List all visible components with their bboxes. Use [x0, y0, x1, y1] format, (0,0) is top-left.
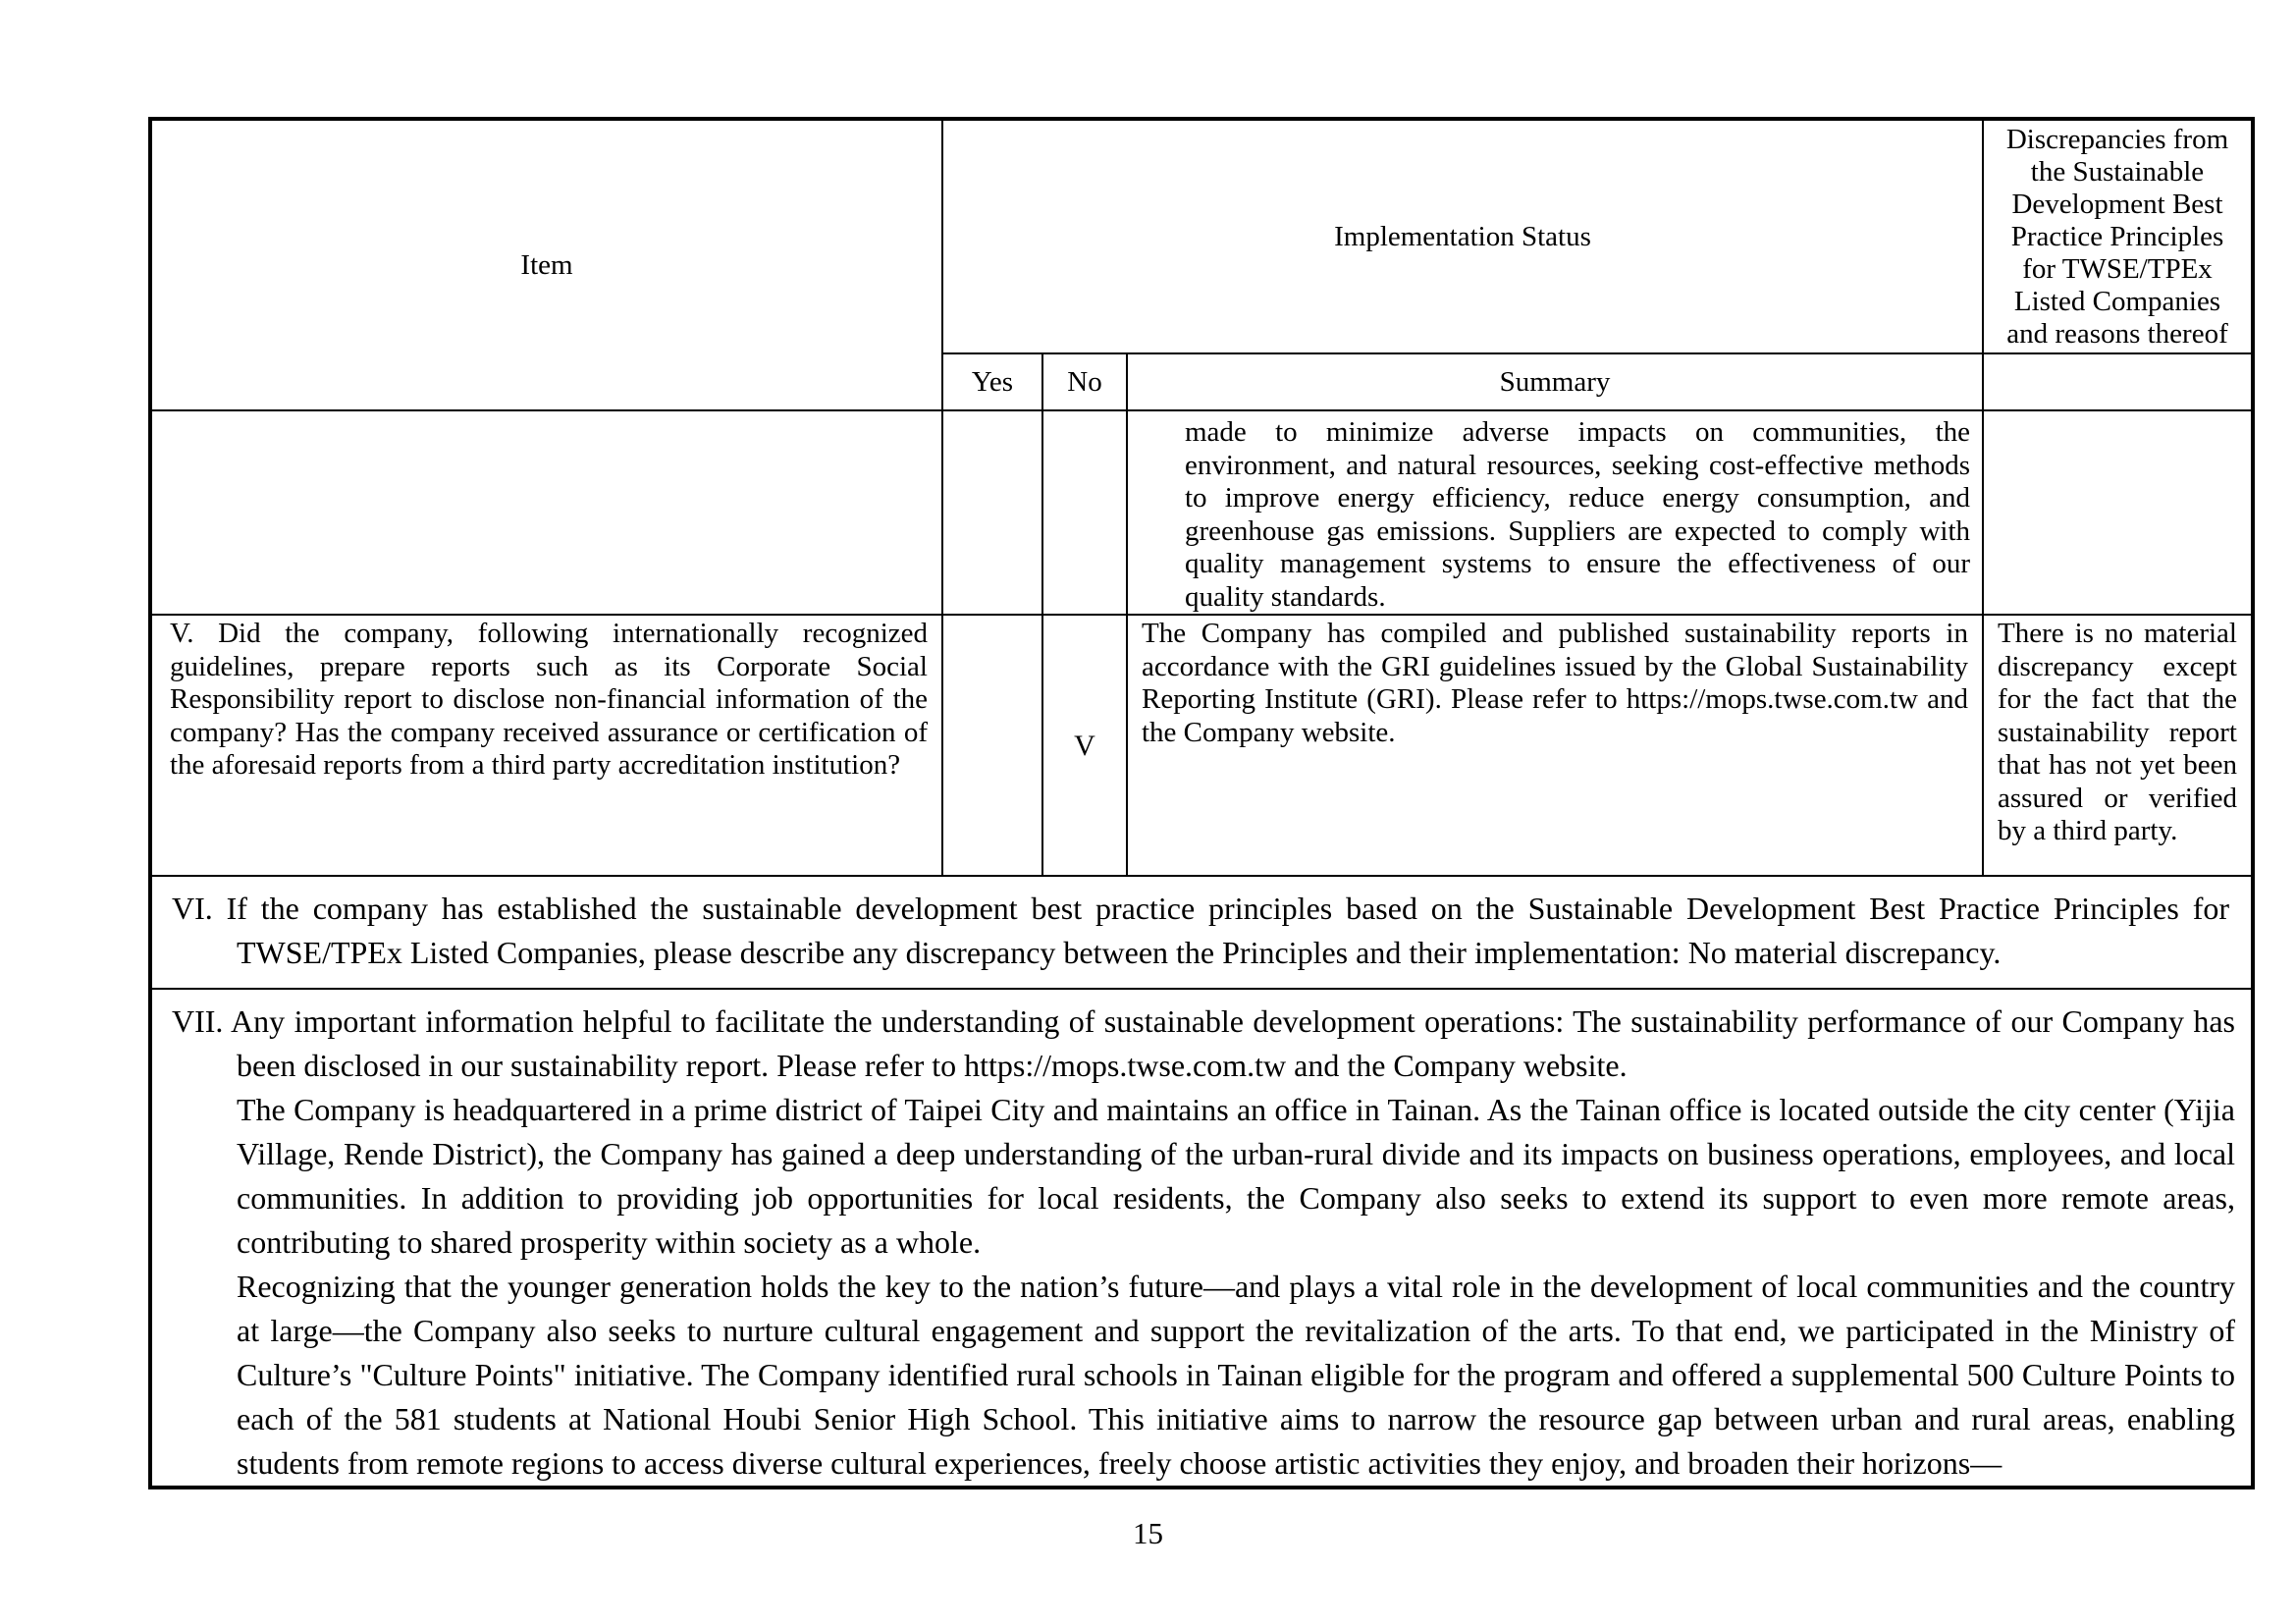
row-yes-cell — [942, 410, 1042, 615]
header-blank — [1983, 353, 2253, 410]
header-item: Item — [150, 119, 942, 410]
table-row — [150, 615, 2253, 876]
question-v-cell: V. Did the company, following internationally recognized guidelines, prepare reports such as its Corporate Social Responsibility report to disclose non-financial information of the company? Has the company received assurance or certification of the aforesaid reports from a third party accreditation institution? — [150, 615, 942, 876]
section-vi-row — [150, 876, 2253, 989]
sustainability-table — [148, 117, 2255, 1489]
section-vii-paragraph: Recognizing that the younger generation holds the key to the nation’s future—and plays a vital role in the development of local communities and the country at large—the Company also seeks to nurture cultural engagement and support the revitalization of the arts. To that end, we participated in the Ministry of Culture’s "Culture Points" initiative. The Company identified rural schools in Tainan eligible for the program and offered a supplemental 500 Culture Points to each of the 581 students at National Houbi Senior High School. This initiative aims to narrow the resource gap between urban and rural areas, enabling students from remote regions to access diverse cultural experiences, freely choose artistic activities they enjoy, and broaden their horizons— — [237, 1269, 2235, 1481]
summary-v-cell: The Company has compiled and published sustainability reports in accordance with the GRI guidelines issued by the Global Sustainability Reporting Institute (GRI). Please refer to https://mops.twse.com.tw and the Company website. — [1127, 615, 1983, 876]
row-discrepancy-cell — [1983, 410, 2253, 615]
row-summary-cell: made to minimize adverse impacts on communities, the environment, and natural resources, seeking cost-effective methods to improve energy efficiency, reduce energy consumption, and greenhouse gas emissions. Suppliers are expected to comply with quality management systems to ensure the effectiveness of our quality standards. — [1127, 410, 1983, 615]
header-summary: Summary — [1127, 353, 1983, 410]
answer-no-mark: V — [1042, 615, 1127, 876]
section-vii-intro: VII. Any important information helpful to facilitate the understanding of sustainable development operations: The sustainability performance of our Company has been disclosed in our sustainability report. Please refer to https://mops.twse.com.tw and the Company website. — [172, 1003, 2235, 1083]
page-number: 15 — [1133, 1516, 1163, 1550]
answer-yes-cell — [942, 615, 1042, 876]
header-discrepancies: Discrepancies from the Sustainable Development Best Practice Principles for TWSE/TPEx Listed Companies and reasons thereof — [1983, 119, 2253, 353]
header-yes: Yes — [942, 353, 1042, 410]
discrepancy-v-cell: There is no material discrepancy except for the fact that the sustainability report that has not yet been assured or verified by a third party. — [1983, 615, 2253, 876]
header-no: No — [1042, 353, 1127, 410]
row-no-cell — [1042, 410, 1127, 615]
row-item-cell — [150, 410, 942, 615]
section-vii-paragraph: The Company is headquartered in a prime district of Taipei City and maintains an office in Tainan. As the Tainan office is located outside the city center (Yijia Village, Rende District), the Company has gained a deep understanding of the urban-rural divide and its impacts on business operations, employees, and local communities. In addition to providing job opportunities for local residents, the Company also seeks to extend its support to even more remote areas, contributing to shared prosperity within society as a whole. — [237, 1092, 2235, 1260]
header-implementation-status: Implementation Status — [942, 119, 1983, 353]
section-vi-text: VI. If the company has established the sustainable development best practice principles based on the Sustainable Development Best Practice Principles for TWSE/TPEx Listed Companies, please describe any discrepancy between the Principles and their implementation: No material discrepancy. — [172, 891, 2229, 970]
section-vii-row — [150, 989, 2253, 1488]
table-row — [150, 410, 2253, 615]
